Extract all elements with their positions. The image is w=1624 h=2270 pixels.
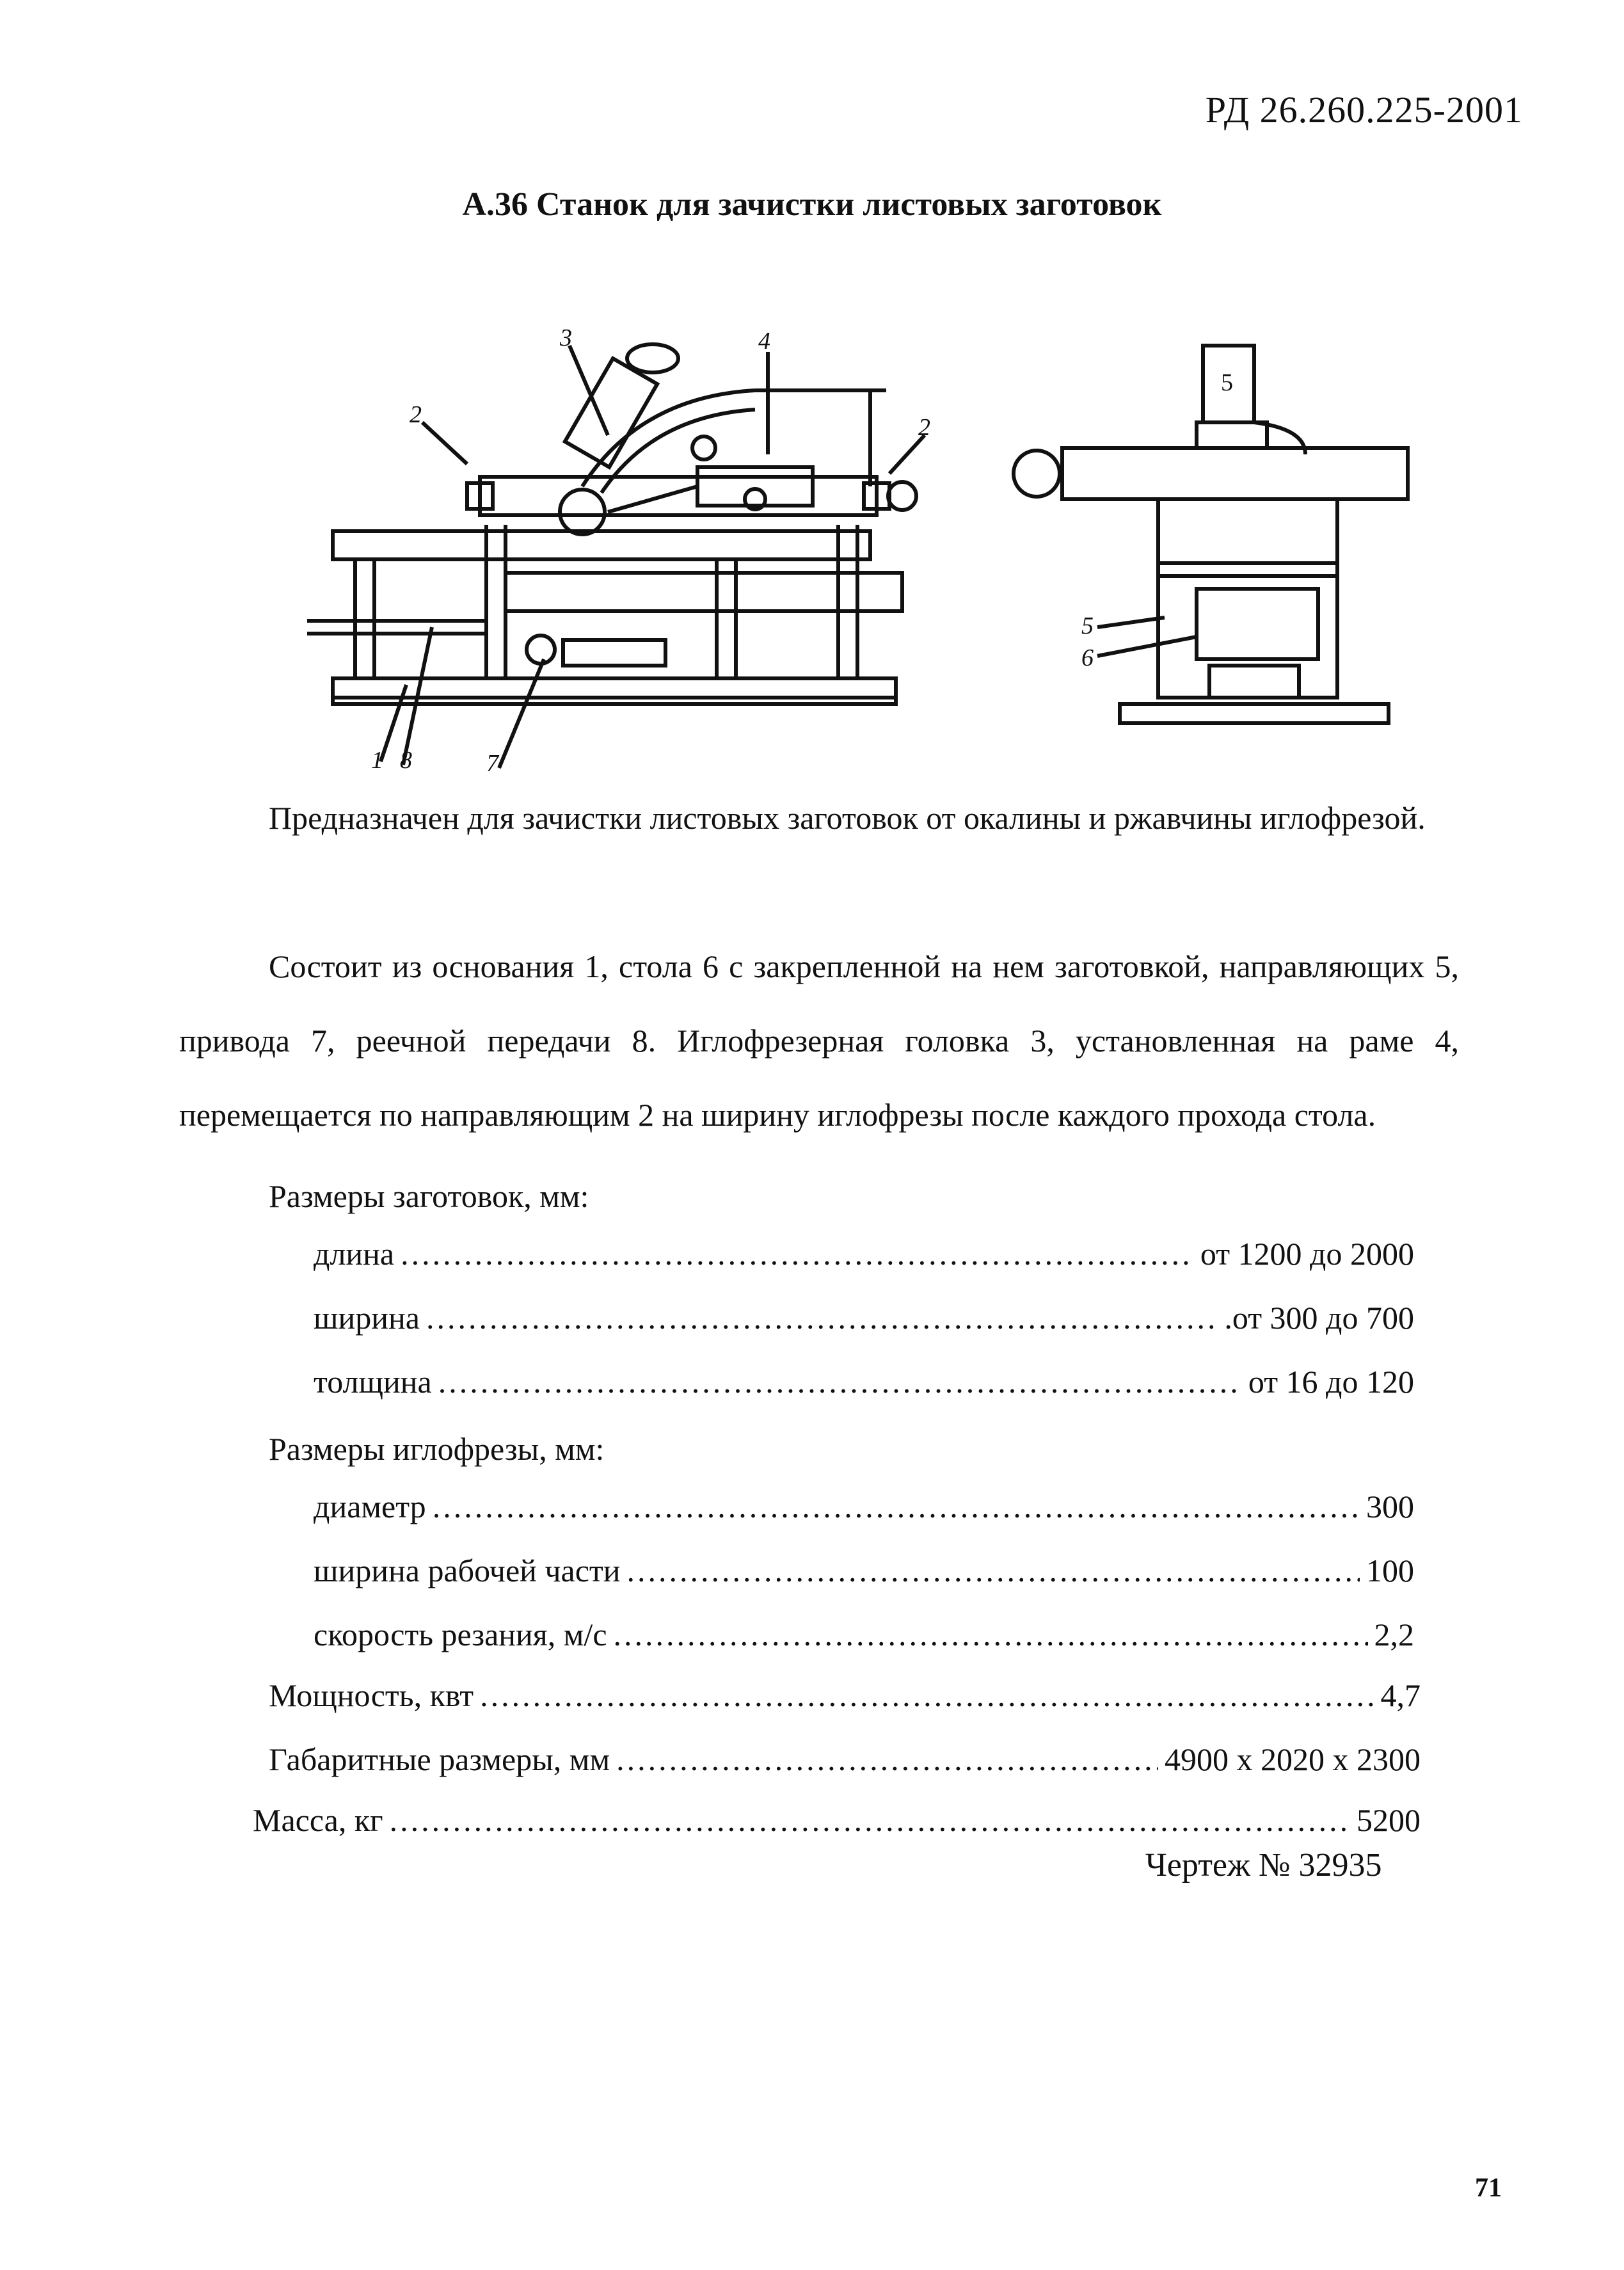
- machine-drawing: [307, 320, 1459, 806]
- callout-4: 4: [758, 328, 770, 355]
- callout-3: 3: [560, 324, 572, 351]
- spec-row: скорость резания, м/с ..... 2,2: [314, 1616, 1414, 1667]
- spec-row: ширина рабочей части ..... 100: [314, 1552, 1414, 1603]
- page-number: 71: [1475, 2173, 1502, 2203]
- cutter-heading: Размеры иглофрезы, мм:: [269, 1431, 605, 1467]
- spec-row: толщина ..... от 16 до 120: [314, 1363, 1414, 1414]
- mass-row: Масса, кг ..... 5200: [253, 1802, 1421, 1853]
- general-spec-list: [269, 1677, 1421, 1792]
- callout-2-left: 2: [410, 401, 422, 428]
- motor-label: 5: [1221, 369, 1233, 396]
- spec-row: длина ..... от 1200 до 2000: [314, 1235, 1414, 1286]
- side-view: [307, 344, 916, 704]
- composition-paragraph: Состоит из основания 1, стола 6 с закрепленной на нем заготовкой, направляющих 5, привода 7, реечной передачи 8. Иглофрезерная головка 3, установленная на раме 4, перемещается по направляющим 2 на ширину иглофрезы после каждого прохода стола.: [179, 948, 1459, 1133]
- callout-1: 1: [371, 747, 383, 774]
- blanks-heading: Размеры заготовок, мм:: [269, 1178, 589, 1214]
- purpose-paragraph: Предназначен для зачистки листовых заготовок от окалины и ржавчины иглофрезой.: [269, 800, 1426, 836]
- power-row: Мощность, квт ..... 4,7: [269, 1677, 1421, 1728]
- document-number: РД 26.260.225-2001: [1205, 89, 1523, 131]
- spec-row: ширина ..... .от 300 до 700: [314, 1299, 1414, 1350]
- callout-8: 8: [400, 747, 412, 774]
- callout-6: 6: [1081, 644, 1094, 671]
- callout-2-right: 2: [918, 414, 930, 441]
- callout-7: 7: [486, 750, 498, 777]
- page-title: А.36 Станок для зачистки листовых заготовок: [462, 186, 1162, 223]
- callout-5: 5: [1081, 612, 1094, 639]
- mass-spec: [253, 1802, 1421, 1853]
- dimensions-row: Габаритные размеры, мм ..... 4900 х 2020 х 2300: [269, 1741, 1421, 1792]
- drawing-reference: Чертеж № 32935: [1145, 1847, 1382, 1883]
- spec-row: диаметр ..... 300: [314, 1488, 1414, 1539]
- front-view: [1014, 346, 1408, 723]
- cutter-spec-list: [314, 1488, 1414, 1667]
- blanks-spec-list: [314, 1235, 1414, 1414]
